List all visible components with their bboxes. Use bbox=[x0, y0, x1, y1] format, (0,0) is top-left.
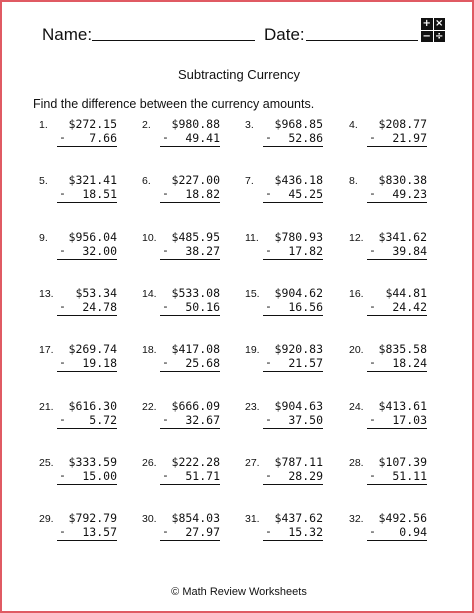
subtrahend-amount: 32.67 bbox=[185, 413, 220, 427]
problem-item bbox=[245, 173, 345, 207]
answer-line bbox=[57, 146, 117, 147]
minus-sign: - bbox=[265, 243, 272, 257]
problem-number: 22. bbox=[142, 401, 157, 413]
problem-number: 27. bbox=[245, 457, 260, 469]
subtrahend-amount: 16.56 bbox=[288, 300, 323, 314]
minus-sign: - bbox=[162, 130, 169, 144]
problem-number: 26. bbox=[142, 457, 157, 469]
problem-number: 31. bbox=[245, 513, 260, 525]
problem-item bbox=[39, 230, 139, 264]
answer-line bbox=[263, 371, 323, 372]
problem-item bbox=[142, 455, 242, 489]
footer-copyright: © Math Review Worksheets bbox=[171, 586, 307, 598]
answer-line bbox=[367, 259, 427, 260]
minus-sign: - bbox=[162, 186, 169, 200]
problem-item bbox=[39, 286, 139, 320]
problem-item bbox=[349, 286, 449, 320]
minuend-amount: $835.58 bbox=[378, 342, 427, 356]
subtrahend-amount: 49.41 bbox=[185, 131, 220, 145]
problem-number: 4. bbox=[349, 119, 358, 131]
minuend-amount: $437.62 bbox=[274, 511, 323, 525]
subtrahend-amount: 38.27 bbox=[185, 244, 220, 258]
subtrahend-amount: 39.84 bbox=[392, 244, 427, 258]
problem-number: 19. bbox=[245, 344, 260, 356]
minuend-amount: $980.88 bbox=[171, 117, 220, 131]
problem-number: 25. bbox=[39, 457, 54, 469]
problem-number: 30. bbox=[142, 513, 157, 525]
problem-number: 7. bbox=[245, 175, 254, 187]
minuend-amount: $780.93 bbox=[274, 230, 323, 244]
problem-item bbox=[245, 455, 345, 489]
problem-item bbox=[349, 455, 449, 489]
minuend-amount: $616.30 bbox=[68, 399, 117, 413]
answer-line bbox=[160, 259, 220, 260]
answer-line bbox=[57, 259, 117, 260]
problem-item bbox=[39, 173, 139, 207]
problem-item bbox=[39, 342, 139, 376]
answer-line bbox=[263, 428, 323, 429]
subtrahend-amount: 17.82 bbox=[288, 244, 323, 258]
minuend-amount: $208.77 bbox=[378, 117, 427, 131]
subtrahend-amount: 49.23 bbox=[392, 187, 427, 201]
problem-item bbox=[39, 511, 139, 545]
subtrahend-amount: 19.18 bbox=[82, 356, 117, 370]
problem-number: 3. bbox=[245, 119, 254, 131]
answer-line bbox=[367, 371, 427, 372]
problem-number: 5. bbox=[39, 175, 48, 187]
problem-number: 13. bbox=[39, 288, 54, 300]
problem-item bbox=[142, 511, 242, 545]
answer-line bbox=[367, 146, 427, 147]
minuend-amount: $904.62 bbox=[274, 286, 323, 300]
subtrahend-amount: 21.57 bbox=[288, 356, 323, 370]
subtrahend-amount: 32.00 bbox=[82, 244, 117, 258]
problem-item bbox=[349, 230, 449, 264]
problem-item bbox=[142, 230, 242, 264]
instructions: Find the difference between the currency amounts. bbox=[33, 97, 315, 111]
problem-item bbox=[245, 511, 345, 545]
minus-sign: - bbox=[59, 130, 66, 144]
minus-sign: - bbox=[369, 412, 376, 426]
problem-item bbox=[245, 342, 345, 376]
minuend-amount: $485.95 bbox=[171, 230, 220, 244]
problem-number: 18. bbox=[142, 344, 157, 356]
problem-item bbox=[142, 399, 242, 433]
minuend-amount: $787.11 bbox=[274, 455, 323, 469]
problem-number: 29. bbox=[39, 513, 54, 525]
minus-sign: - bbox=[59, 299, 66, 313]
answer-line bbox=[57, 540, 117, 541]
answer-line bbox=[57, 371, 117, 372]
subtrahend-amount: 24.42 bbox=[392, 300, 427, 314]
problem-item bbox=[349, 117, 449, 151]
minuend-amount: $53.34 bbox=[75, 286, 117, 300]
problem-item bbox=[349, 173, 449, 207]
minuend-amount: $830.38 bbox=[378, 173, 427, 187]
minus-icon: − bbox=[422, 30, 431, 42]
problem-item bbox=[39, 399, 139, 433]
answer-line bbox=[367, 202, 427, 203]
minus-sign: - bbox=[59, 468, 66, 482]
problem-item bbox=[39, 455, 139, 489]
name-label: Name: bbox=[42, 25, 93, 44]
answer-line bbox=[160, 315, 220, 316]
problem-number: 15. bbox=[245, 288, 260, 300]
worksheet-title: Subtracting Currency bbox=[177, 67, 301, 82]
minus-sign: - bbox=[265, 186, 272, 200]
answer-line bbox=[160, 146, 220, 147]
minuend-amount: $269.74 bbox=[68, 342, 117, 356]
minuend-amount: $968.85 bbox=[274, 117, 323, 131]
minuend-amount: $920.83 bbox=[274, 342, 323, 356]
problem-number: 23. bbox=[245, 401, 260, 413]
problem-number: 21. bbox=[39, 401, 54, 413]
problem-number: 10. bbox=[142, 232, 157, 244]
answer-line bbox=[57, 428, 117, 429]
problem-number: 9. bbox=[39, 232, 48, 244]
problem-number: 12. bbox=[349, 232, 364, 244]
minuend-amount: $904.63 bbox=[274, 399, 323, 413]
answer-line bbox=[263, 259, 323, 260]
minus-sign: - bbox=[59, 186, 66, 200]
answer-line bbox=[57, 202, 117, 203]
problem-number: 28. bbox=[349, 457, 364, 469]
subtrahend-amount: 18.24 bbox=[392, 356, 427, 370]
answer-line bbox=[57, 484, 117, 485]
minus-sign: - bbox=[369, 186, 376, 200]
answer-line bbox=[160, 540, 220, 541]
problem-number: 6. bbox=[142, 175, 151, 187]
subtrahend-amount: 5.72 bbox=[89, 413, 117, 427]
subtrahend-amount: 28.29 bbox=[288, 469, 323, 483]
minus-sign: - bbox=[59, 412, 66, 426]
minus-sign: - bbox=[265, 468, 272, 482]
minuend-amount: $792.79 bbox=[68, 511, 117, 525]
date-line bbox=[306, 40, 418, 41]
minus-sign: - bbox=[162, 243, 169, 257]
problem-item bbox=[349, 342, 449, 376]
answer-line bbox=[263, 540, 323, 541]
minus-sign: - bbox=[265, 524, 272, 538]
problem-item bbox=[349, 399, 449, 433]
subtrahend-amount: 13.57 bbox=[82, 525, 117, 539]
problem-number: 8. bbox=[349, 175, 358, 187]
answer-line bbox=[367, 540, 427, 541]
problem-item bbox=[245, 117, 345, 151]
subtrahend-amount: 25.68 bbox=[185, 356, 220, 370]
subtrahend-amount: 24.78 bbox=[82, 300, 117, 314]
answer-line bbox=[263, 146, 323, 147]
problem-number: 11. bbox=[245, 232, 259, 244]
problem-number: 16. bbox=[349, 288, 364, 300]
minus-sign: - bbox=[369, 524, 376, 538]
minus-sign: - bbox=[369, 355, 376, 369]
answer-line bbox=[160, 371, 220, 372]
minus-sign: - bbox=[162, 355, 169, 369]
problem-item bbox=[142, 117, 242, 151]
minuend-amount: $272.15 bbox=[68, 117, 117, 131]
subtrahend-amount: 18.82 bbox=[185, 187, 220, 201]
plus-icon: + bbox=[422, 18, 431, 29]
answer-line bbox=[263, 484, 323, 485]
problem-item bbox=[245, 230, 345, 264]
minus-sign: - bbox=[265, 355, 272, 369]
answer-line bbox=[367, 315, 427, 316]
answer-line bbox=[367, 484, 427, 485]
subtrahend-amount: 7.66 bbox=[89, 131, 117, 145]
minus-sign: - bbox=[369, 299, 376, 313]
minus-sign: - bbox=[265, 130, 272, 144]
minus-sign: - bbox=[265, 299, 272, 313]
problem-number: 24. bbox=[349, 401, 364, 413]
subtrahend-amount: 50.16 bbox=[185, 300, 220, 314]
subtrahend-amount: 0.94 bbox=[399, 525, 427, 539]
problem-number: 14. bbox=[142, 288, 157, 300]
math-operations-logo-icon bbox=[421, 18, 445, 42]
minuend-amount: $413.61 bbox=[378, 399, 427, 413]
subtrahend-amount: 21.97 bbox=[392, 131, 427, 145]
minus-sign: - bbox=[162, 524, 169, 538]
problem-number: 2. bbox=[142, 119, 151, 131]
subtrahend-amount: 18.51 bbox=[82, 187, 117, 201]
answer-line bbox=[160, 202, 220, 203]
minus-sign: - bbox=[369, 468, 376, 482]
minuend-amount: $333.59 bbox=[68, 455, 117, 469]
minuend-amount: $533.08 bbox=[171, 286, 220, 300]
subtrahend-amount: 51.11 bbox=[392, 469, 427, 483]
minuend-amount: $666.09 bbox=[171, 399, 220, 413]
minuend-amount: $492.56 bbox=[378, 511, 427, 525]
divide-icon: ÷ bbox=[435, 30, 444, 42]
minus-sign: - bbox=[162, 412, 169, 426]
subtrahend-amount: 27.97 bbox=[185, 525, 220, 539]
problem-item bbox=[245, 286, 345, 320]
subtrahend-amount: 51.71 bbox=[185, 469, 220, 483]
minuend-amount: $956.04 bbox=[68, 230, 117, 244]
minus-sign: - bbox=[59, 355, 66, 369]
minuend-amount: $854.03 bbox=[171, 511, 220, 525]
minus-sign: - bbox=[265, 412, 272, 426]
minuend-amount: $321.41 bbox=[68, 173, 117, 187]
minus-sign: - bbox=[162, 468, 169, 482]
problem-item bbox=[39, 117, 139, 151]
minus-sign: - bbox=[162, 299, 169, 313]
minuend-amount: $436.18 bbox=[274, 173, 323, 187]
minus-sign: - bbox=[369, 130, 376, 144]
minuend-amount: $417.08 bbox=[171, 342, 220, 356]
answer-line bbox=[263, 315, 323, 316]
subtrahend-amount: 15.32 bbox=[288, 525, 323, 539]
problem-item bbox=[245, 399, 345, 433]
answer-line bbox=[160, 428, 220, 429]
minuend-amount: $107.39 bbox=[378, 455, 427, 469]
minuend-amount: $341.62 bbox=[378, 230, 427, 244]
name-line bbox=[92, 40, 255, 41]
subtrahend-amount: 45.25 bbox=[288, 187, 323, 201]
subtrahend-amount: 37.50 bbox=[288, 413, 323, 427]
answer-line bbox=[57, 315, 117, 316]
problem-number: 32. bbox=[349, 513, 364, 525]
answer-line bbox=[367, 428, 427, 429]
subtrahend-amount: 15.00 bbox=[82, 469, 117, 483]
date-label: Date: bbox=[264, 25, 305, 44]
subtrahend-amount: 52.86 bbox=[288, 131, 323, 145]
minuend-amount: $227.00 bbox=[171, 173, 220, 187]
answer-line bbox=[160, 484, 220, 485]
problem-number: 20. bbox=[349, 344, 364, 356]
problem-item bbox=[142, 173, 242, 207]
answer-line bbox=[263, 202, 323, 203]
minus-sign: - bbox=[59, 524, 66, 538]
problem-item bbox=[142, 286, 242, 320]
minus-sign: - bbox=[369, 243, 376, 257]
problem-number: 17. bbox=[39, 344, 54, 356]
minuend-amount: $44.81 bbox=[385, 286, 427, 300]
minus-sign: - bbox=[59, 243, 66, 257]
problem-item bbox=[349, 511, 449, 545]
times-icon: × bbox=[435, 18, 444, 29]
minuend-amount: $222.28 bbox=[171, 455, 220, 469]
problem-number: 1. bbox=[39, 119, 48, 131]
problem-item bbox=[142, 342, 242, 376]
subtrahend-amount: 17.03 bbox=[392, 413, 427, 427]
